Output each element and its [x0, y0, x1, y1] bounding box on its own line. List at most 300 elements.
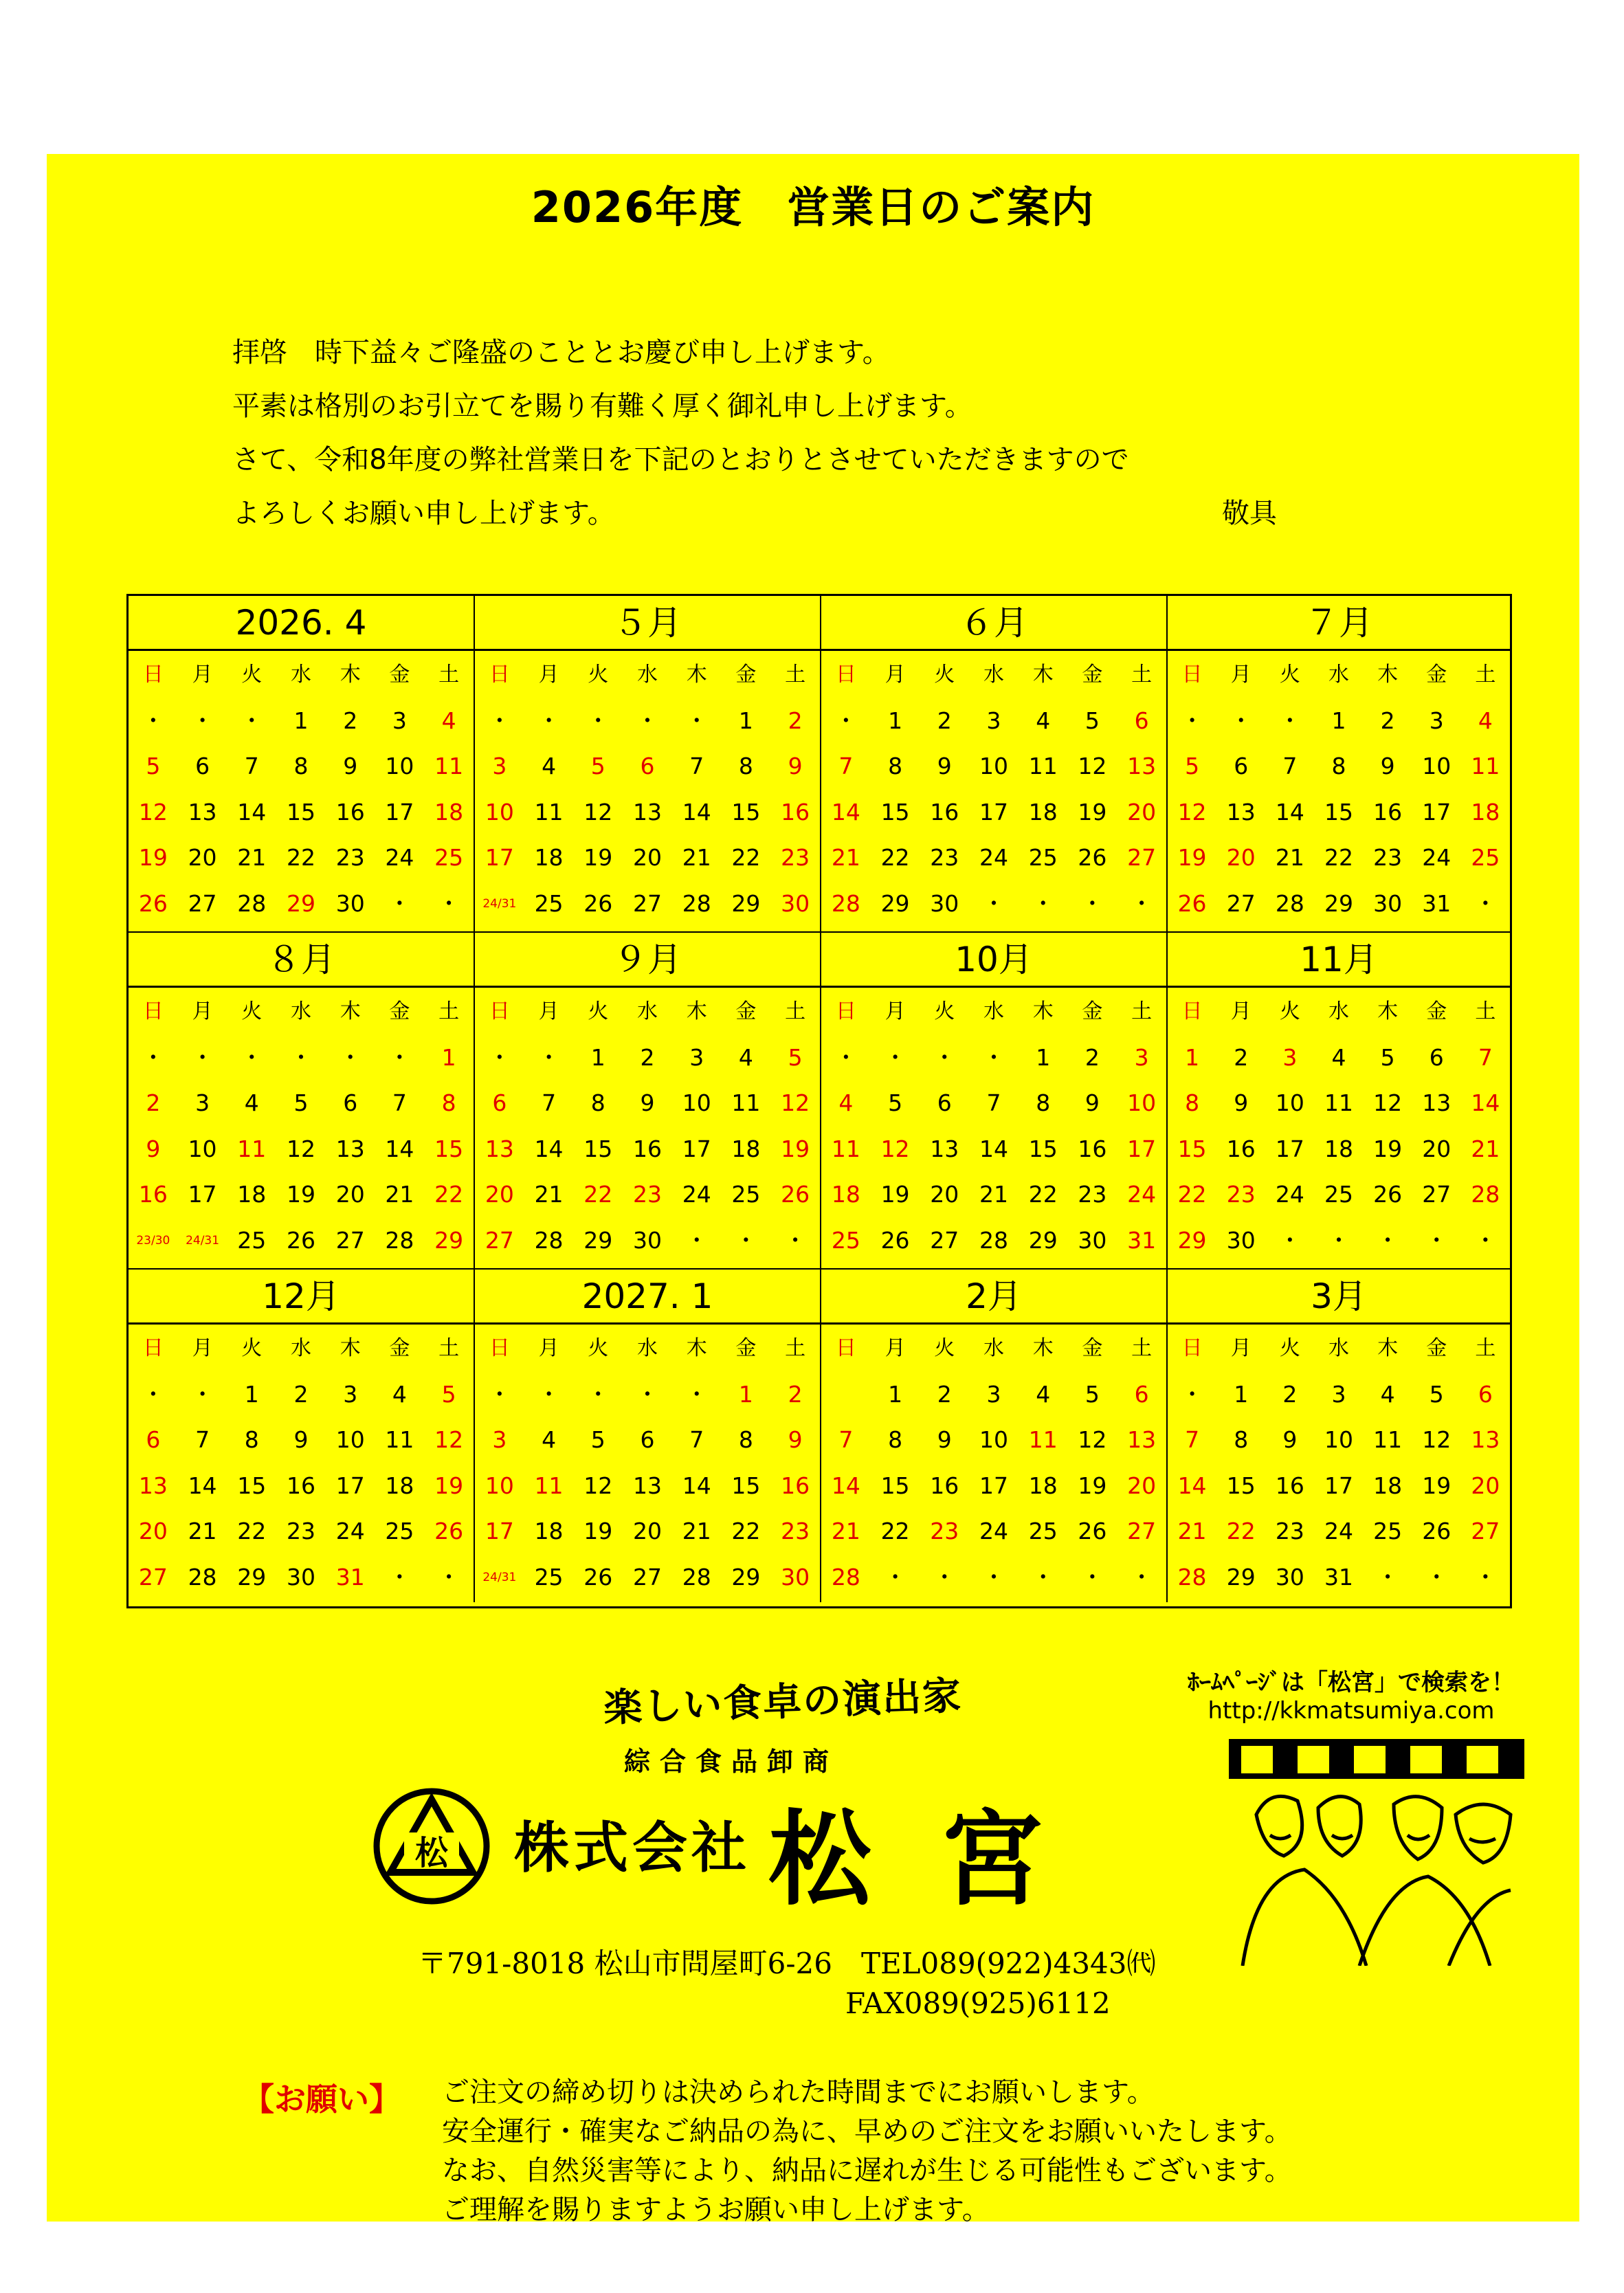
month-block	[821, 596, 1168, 933]
weekday-header: 月	[1230, 999, 1252, 1023]
weekday-header: 金	[735, 1336, 757, 1360]
day-cell: 23	[1373, 844, 1403, 871]
month-grid	[129, 651, 474, 927]
weekday-header: 月	[192, 999, 213, 1023]
day-cell: 14	[188, 1472, 217, 1499]
day-cell: 14	[385, 1135, 414, 1162]
day-cell: 9	[788, 1426, 803, 1453]
day-cell: 3	[492, 753, 507, 779]
day-cell: 22	[1226, 1518, 1256, 1544]
day-cell: 23	[781, 1518, 810, 1544]
day-cell: 20	[1471, 1472, 1500, 1499]
day-cell: 24	[335, 1518, 365, 1544]
day-cell: 26	[1177, 889, 1207, 917]
day-cell: 27	[930, 1226, 959, 1254]
day-cell: 14	[1275, 798, 1304, 826]
day-cell: 20	[138, 1518, 168, 1544]
day-cell: 25	[534, 889, 564, 917]
day-cell: ・	[685, 1380, 709, 1408]
day-cell: 24/31	[482, 1570, 517, 1584]
day-cell: ・	[191, 1380, 214, 1408]
day-cell: 17	[485, 844, 514, 871]
day-cell: 16	[138, 1181, 168, 1208]
day-cell: 13	[138, 1472, 168, 1499]
day-cell: 27	[1127, 1518, 1157, 1544]
day-cell: 23	[1275, 1518, 1304, 1544]
day-cell: 12	[1078, 1426, 1107, 1453]
weekday-header: 土	[1131, 1336, 1153, 1360]
weekday-header: 金	[1082, 1336, 1103, 1360]
day-cell: ・	[488, 1043, 511, 1071]
day-cell: ・	[488, 707, 511, 734]
day-cell: ・	[1230, 707, 1253, 734]
day-cell: 6	[1134, 707, 1149, 734]
day-cell: 24/31	[186, 1233, 220, 1248]
day-cell: 30	[1226, 1226, 1256, 1254]
day-cell: ・	[685, 1226, 709, 1254]
weekday-header: 火	[588, 663, 609, 687]
weekday-header: 土	[438, 1336, 460, 1360]
day-cell: 16	[1275, 1472, 1304, 1499]
day-cell: ・	[982, 1043, 1005, 1071]
homepage-note: ﾎｰﾑﾍﾟｰｼﾞは「松宮」で検索を！	[1188, 1669, 1515, 1696]
weekday-header: 日	[835, 1336, 856, 1360]
day-cell: 4	[392, 1380, 407, 1408]
day-cell: 21	[1471, 1135, 1500, 1162]
day-cell: 8	[1234, 1426, 1249, 1453]
month-title: 2026. 4	[129, 596, 474, 651]
day-cell: 5	[1429, 1380, 1444, 1408]
day-cell: 5	[146, 753, 161, 779]
company-brand: 松宮	[768, 1799, 1113, 1920]
day-cell: 13	[485, 1135, 514, 1162]
day-cell: ・	[1032, 1563, 1055, 1591]
day-cell: ・	[834, 707, 858, 734]
month-grid	[821, 1325, 1166, 1600]
day-cell: 29	[880, 889, 910, 917]
weekday-header: 木	[340, 663, 361, 687]
month-title: ６月	[821, 596, 1166, 651]
weekday-header: 月	[1230, 663, 1252, 687]
day-cell: 18	[831, 1181, 860, 1208]
day-cell: 27	[1226, 889, 1256, 917]
day-cell: 4	[244, 1089, 259, 1116]
month-title: ５月	[475, 596, 820, 651]
month-block	[1168, 596, 1510, 933]
day-cell: ・	[388, 889, 411, 917]
day-cell: 9	[640, 1089, 655, 1116]
day-cell: 1	[590, 1043, 605, 1071]
day-cell: ・	[191, 707, 214, 734]
business-day-calendar	[126, 594, 1512, 1608]
day-cell: 22	[286, 844, 315, 871]
day-cell: 14	[237, 798, 267, 826]
weekday-header: 火	[934, 663, 955, 687]
day-cell: 23	[1078, 1181, 1107, 1208]
day-cell: 24	[1422, 844, 1451, 871]
day-cell: 22	[731, 844, 761, 871]
day-cell: 12	[434, 1426, 464, 1453]
day-cell: 2	[788, 1380, 803, 1408]
day-cell: 23	[930, 1518, 959, 1544]
day-cell: 12	[1078, 753, 1107, 779]
day-cell: ・	[933, 1563, 956, 1591]
business-category: 綜合食品卸商	[624, 1747, 839, 1777]
day-cell: 25	[385, 1518, 414, 1544]
weekday-header: 木	[1377, 1336, 1399, 1360]
day-cell: ・	[240, 1043, 263, 1071]
day-cell: 25	[434, 844, 464, 871]
day-cell: 24	[1324, 1518, 1353, 1544]
day-cell: 6	[640, 753, 655, 779]
day-cell: 13	[632, 798, 662, 826]
day-cell: 8	[293, 753, 309, 779]
day-cell: 16	[286, 1472, 315, 1499]
day-cell: 14	[534, 1135, 564, 1162]
day-cell: ・	[1473, 889, 1497, 917]
weekday-header: 日	[1181, 1336, 1203, 1360]
day-cell: 10	[335, 1426, 365, 1453]
weekday-header: 木	[1032, 663, 1054, 687]
day-cell: 2	[1234, 1043, 1249, 1071]
day-cell: 21	[979, 1181, 1008, 1208]
day-cell: 18	[1373, 1472, 1403, 1499]
day-cell: 5	[590, 753, 605, 779]
day-cell: 2	[146, 1089, 161, 1116]
day-cell: ・	[783, 1226, 807, 1254]
day-cell: 16	[930, 798, 959, 826]
day-cell: 17	[1275, 1135, 1304, 1162]
day-cell: ・	[1130, 889, 1153, 917]
address-fax: FAX089(925)6112	[845, 1986, 1111, 2020]
day-cell: ・	[1278, 707, 1302, 734]
day-cell: 26	[583, 889, 613, 917]
month-block	[821, 1270, 1168, 1602]
day-cell: 23	[930, 844, 959, 871]
day-cell: 9	[343, 753, 358, 779]
day-cell: 11	[385, 1426, 414, 1453]
day-cell: 12	[1422, 1426, 1451, 1453]
weekday-header: 土	[785, 663, 806, 687]
day-cell: 5	[1185, 753, 1200, 779]
weekday-header: 月	[538, 999, 559, 1023]
day-cell: 23	[335, 844, 365, 871]
day-cell: 27	[1127, 844, 1157, 871]
day-cell: 11	[434, 753, 464, 779]
day-cell: 27	[632, 889, 662, 917]
day-cell: 26	[138, 889, 168, 917]
day-cell: 10	[1275, 1089, 1304, 1116]
day-cell: 6	[640, 1426, 655, 1453]
day-cell: 12	[286, 1135, 315, 1162]
day-cell: ・	[834, 1043, 858, 1071]
day-cell: 12	[1177, 798, 1207, 826]
weekday-header: 月	[192, 1336, 213, 1360]
greeting-line: よろしくお願い申し上げます。	[232, 498, 615, 529]
weekday-header: 水	[290, 1336, 311, 1360]
day-cell: 29	[286, 889, 315, 917]
weekday-header: 木	[340, 1336, 361, 1360]
day-cell: 15	[731, 1472, 761, 1499]
weekday-header: 日	[835, 999, 856, 1023]
day-cell: 18	[385, 1472, 414, 1499]
day-cell: 9	[788, 753, 803, 779]
day-cell: 31	[1422, 889, 1451, 917]
weekday-header: 火	[241, 663, 263, 687]
day-cell: 13	[188, 798, 217, 826]
day-cell: 23	[286, 1518, 315, 1544]
weekday-header: 日	[1181, 663, 1203, 687]
day-cell: 19	[583, 844, 613, 871]
day-cell: 9	[146, 1135, 161, 1162]
day-cell: 20	[632, 844, 662, 871]
day-cell: 15	[880, 1472, 910, 1499]
day-cell: 26	[1422, 1518, 1451, 1544]
weekday-header: 金	[1082, 663, 1103, 687]
month-title: 11月	[1168, 933, 1510, 988]
weekday-header: 木	[686, 663, 707, 687]
day-cell: 9	[1380, 753, 1395, 779]
day-cell: 19	[1078, 1472, 1107, 1499]
month-block	[1168, 1270, 1510, 1602]
day-cell: 12	[583, 798, 613, 826]
day-cell: 1	[244, 1380, 259, 1408]
day-cell: 18	[534, 844, 564, 871]
day-cell: 25	[831, 1226, 860, 1254]
weekday-header: 水	[636, 663, 658, 687]
day-cell: 16	[335, 798, 365, 826]
day-cell: 1	[1234, 1380, 1249, 1408]
day-cell: 2	[788, 707, 803, 734]
day-cell: 9	[937, 753, 952, 779]
day-cell: 30	[781, 1563, 810, 1591]
day-cell: 27	[632, 1563, 662, 1591]
day-cell: 24	[1275, 1181, 1304, 1208]
weekday-header: 金	[735, 999, 757, 1023]
day-cell: 18	[1028, 798, 1058, 826]
day-cell: 19	[1078, 798, 1107, 826]
day-cell: ・	[1080, 1563, 1104, 1591]
day-cell: 4	[1478, 707, 1493, 734]
day-cell: 20	[1226, 844, 1256, 871]
day-cell: 7	[392, 1089, 407, 1116]
day-cell: 15	[583, 1135, 613, 1162]
day-cell: 25	[1028, 844, 1058, 871]
day-cell: 9	[1084, 1089, 1100, 1116]
day-cell: ・	[1278, 1226, 1302, 1254]
day-cell: 19	[781, 1135, 810, 1162]
day-cell: 5	[441, 1380, 456, 1408]
month-block	[1168, 933, 1510, 1270]
month-grid	[1168, 1325, 1510, 1600]
day-cell: 4	[1036, 707, 1051, 734]
day-cell: ・	[1327, 1226, 1350, 1254]
month-block	[129, 1270, 475, 1602]
day-cell: 29	[1028, 1226, 1058, 1254]
day-cell: 15	[237, 1472, 267, 1499]
day-cell: 27	[188, 889, 217, 917]
weekday-header: 日	[142, 1336, 164, 1360]
day-cell: 18	[237, 1181, 267, 1208]
day-cell: 11	[1028, 753, 1058, 779]
day-cell: 29	[1177, 1226, 1207, 1254]
day-cell: 13	[632, 1472, 662, 1499]
day-cell: 18	[1471, 798, 1500, 826]
day-cell: 13	[1226, 798, 1256, 826]
month-block	[475, 933, 821, 1270]
day-cell: 10	[979, 1426, 1008, 1453]
day-cell: 26	[781, 1181, 810, 1208]
weekday-header: 日	[142, 663, 164, 687]
weekday-header: 水	[1328, 999, 1349, 1023]
day-cell: 1	[293, 707, 309, 734]
day-cell: 11	[1471, 753, 1500, 779]
day-cell: 3	[343, 1380, 358, 1408]
day-cell: 1	[888, 707, 903, 734]
day-cell: ・	[586, 707, 610, 734]
day-cell: 16	[781, 1472, 810, 1499]
day-cell: 11	[1324, 1089, 1353, 1116]
day-cell: ・	[884, 1043, 907, 1071]
weekday-header: 日	[1181, 999, 1203, 1023]
greeting-line-last	[232, 487, 1401, 540]
day-cell: 14	[831, 798, 860, 826]
weekday-header: 木	[1377, 663, 1399, 687]
day-cell: 21	[1275, 844, 1304, 871]
month-grid	[821, 651, 1166, 927]
greeting-line: 平素は格別のお引立てを賜り有難く厚く御礼申し上げます。	[232, 390, 972, 422]
day-cell: 12	[880, 1135, 910, 1162]
weekday-header: 土	[1475, 1336, 1496, 1360]
day-cell: 29	[1226, 1563, 1256, 1591]
weekday-header: 金	[1426, 999, 1447, 1023]
day-cell: 6	[195, 753, 210, 779]
day-cell: 10	[682, 1089, 711, 1116]
day-cell: 12	[781, 1089, 810, 1116]
day-cell: 6	[146, 1426, 161, 1453]
day-cell: ・	[289, 1043, 313, 1071]
day-cell: 18	[434, 798, 464, 826]
day-cell: 15	[1028, 1135, 1058, 1162]
month-title: 2月	[821, 1270, 1166, 1325]
weekday-header: 木	[686, 1336, 707, 1360]
day-cell: 28	[682, 889, 711, 917]
weekday-header: 金	[735, 663, 757, 687]
month-grid	[1168, 651, 1510, 927]
day-cell: 7	[244, 753, 259, 779]
weekday-header: 火	[1279, 663, 1300, 687]
weekday-header: 土	[1475, 663, 1496, 687]
weekday-header: 木	[1032, 999, 1054, 1023]
month-grid	[129, 1325, 474, 1600]
month-block	[129, 596, 475, 933]
month-title: 12月	[129, 1270, 474, 1325]
day-cell: 2	[937, 707, 952, 734]
day-cell: 4	[1331, 1043, 1346, 1071]
day-cell: ・	[488, 1380, 511, 1408]
day-cell: 3	[1282, 1043, 1298, 1071]
day-cell: 17	[682, 1135, 711, 1162]
weekday-header: 火	[934, 1336, 955, 1360]
day-cell: 28	[831, 1563, 860, 1591]
day-cell: 4	[542, 1426, 557, 1453]
day-cell: 3	[1134, 1043, 1149, 1071]
day-cell: 2	[343, 707, 358, 734]
weekday-header: 水	[983, 1336, 1004, 1360]
month-grid	[129, 988, 474, 1263]
day-cell: 30	[632, 1226, 662, 1254]
day-cell: 28	[385, 1226, 414, 1254]
day-cell: 16	[632, 1135, 662, 1162]
month-title: ９月	[475, 933, 820, 988]
day-cell: 10	[1324, 1426, 1353, 1453]
day-cell: 13	[1127, 753, 1157, 779]
day-cell: 20	[1127, 798, 1157, 826]
day-cell: 21	[237, 844, 267, 871]
weekday-header: 水	[290, 999, 311, 1023]
day-cell: 19	[583, 1518, 613, 1544]
day-cell: 9	[937, 1426, 952, 1453]
day-cell: 8	[888, 753, 903, 779]
day-cell: 27	[485, 1226, 514, 1254]
weekday-header: 日	[489, 999, 510, 1023]
day-cell: 3	[392, 707, 407, 734]
day-cell: ・	[982, 889, 1005, 917]
greeting-line: 拝啓 時下益々ご隆盛のこととお慶び申し上げます。	[232, 337, 890, 368]
day-cell: 2	[937, 1380, 952, 1408]
day-cell: 21	[534, 1181, 564, 1208]
day-cell: 26	[1373, 1181, 1403, 1208]
day-cell: 12	[1373, 1089, 1403, 1116]
day-cell: 16	[930, 1472, 959, 1499]
day-cell: 29	[434, 1226, 464, 1254]
day-cell: 2	[1380, 707, 1395, 734]
weekday-header: 火	[1279, 1336, 1300, 1360]
weekday-header: 日	[835, 663, 856, 687]
day-cell: 8	[590, 1089, 605, 1116]
day-cell: ・	[537, 1043, 561, 1071]
notice-label: 【お願い】	[243, 2081, 401, 2118]
day-cell: 29	[731, 889, 761, 917]
day-cell: 31	[335, 1563, 365, 1591]
notice-line: なお、自然災害等により、納品に遅れが生じる可能性もございます。	[442, 2155, 1292, 2186]
day-cell: 8	[888, 1426, 903, 1453]
day-cell: 20	[188, 844, 217, 871]
day-cell: ・	[142, 1380, 165, 1408]
weekday-header: 金	[389, 663, 410, 687]
day-cell: 28	[1177, 1563, 1207, 1591]
weekday-header: 水	[636, 999, 658, 1023]
day-cell: 17	[188, 1181, 217, 1208]
day-cell: 11	[1373, 1426, 1403, 1453]
day-cell: 10	[1127, 1089, 1157, 1116]
day-cell: 4	[838, 1089, 854, 1116]
day-cell: 22	[583, 1181, 613, 1208]
day-cell: 5	[888, 1089, 903, 1116]
day-cell: 24	[979, 844, 1008, 871]
weekday-header: 水	[290, 663, 311, 687]
day-cell: 25	[1324, 1181, 1353, 1208]
homepage-url[interactable]: http://kkmatsumiya.com	[1208, 1697, 1495, 1725]
month-grid	[475, 651, 820, 927]
day-cell: 8	[1036, 1089, 1051, 1116]
day-cell: 1	[738, 1380, 753, 1408]
day-cell: 14	[682, 798, 711, 826]
day-cell: 4	[1380, 1380, 1395, 1408]
day-cell: 13	[335, 1135, 365, 1162]
weekday-header: 水	[983, 999, 1004, 1023]
day-cell: 21	[682, 1518, 711, 1544]
